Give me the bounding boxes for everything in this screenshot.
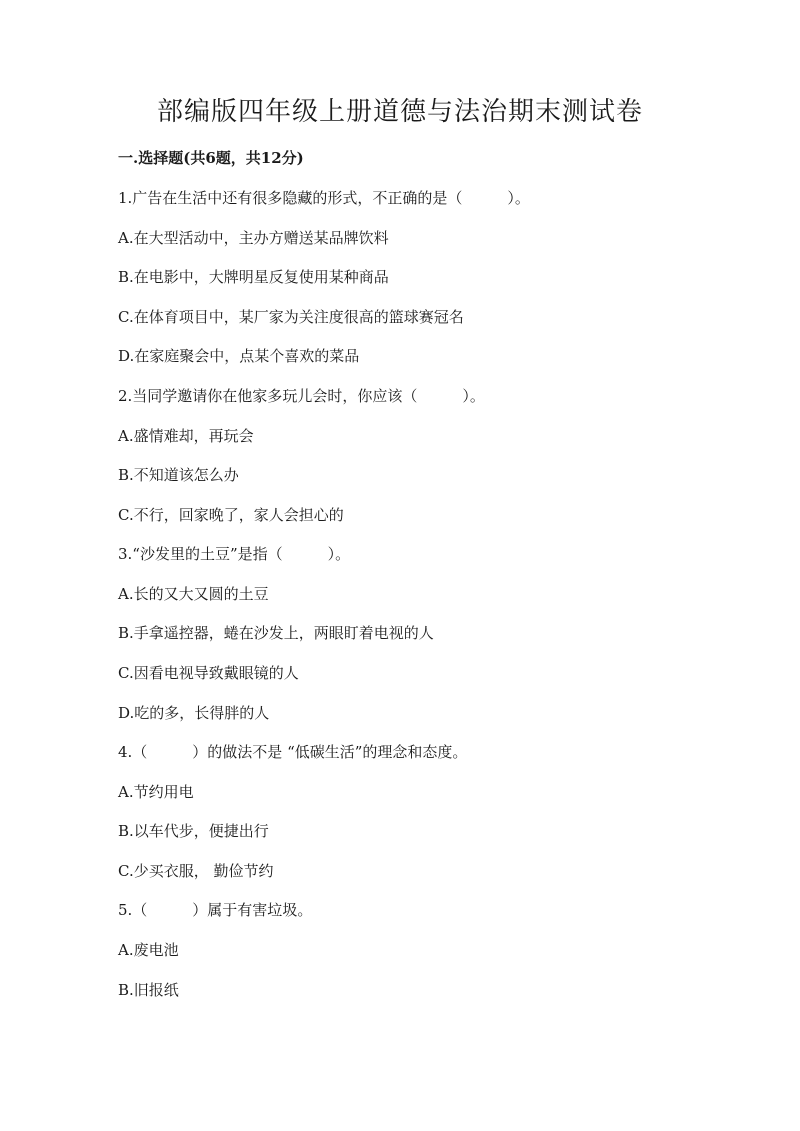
question-2-option-b: B.不知道该怎么办 bbox=[118, 466, 239, 484]
question-1-option-d: D.在家庭聚会中，点某个喜欢的菜品 bbox=[118, 347, 360, 365]
question-4-option-b: B.以车代步，便捷出行 bbox=[118, 822, 269, 840]
question-1-stem: 1.广告在生活中还有很多隐藏的形式，不正确的是（ ）。 bbox=[118, 189, 530, 207]
question-3-stem: 3.“沙发里的土豆”是指（ ）。 bbox=[118, 545, 351, 563]
section-header: 一.选择题(共6题，共12分) bbox=[118, 149, 304, 167]
question-1-option-c: C.在体育项目中，某厂家为关注度很高的篮球赛冠名 bbox=[118, 308, 464, 326]
question-4-option-a: A.节约用电 bbox=[118, 783, 194, 801]
question-3-option-b: B.手拿遥控器，蜷在沙发上，两眼盯着电视的人 bbox=[118, 624, 434, 642]
question-4-stem: 4.（ ）的做法不是 “低碳生活”的理念和态度。 bbox=[118, 743, 468, 761]
question-4-option-c: C.少买衣服， 勤俭节约 bbox=[118, 862, 274, 880]
question-2-option-c: C.不行，回家晚了，家人会担心的 bbox=[118, 506, 344, 524]
question-2-option-a: A.盛情难却，再玩会 bbox=[118, 427, 254, 445]
question-1-option-b: B.在电影中，大牌明星反复使用某种商品 bbox=[118, 268, 389, 286]
question-3-option-a: A.长的又大又圆的土豆 bbox=[118, 585, 269, 603]
question-3-option-c: C.因看电视导致戴眼镜的人 bbox=[118, 664, 299, 682]
question-1-option-a: A.在大型活动中，主办方赠送某品牌饮料 bbox=[118, 229, 389, 247]
question-3-option-d: D.吃的多，长得胖的人 bbox=[118, 704, 270, 722]
question-5-stem: 5.（ ）属于有害垃圾。 bbox=[118, 901, 313, 919]
page-title: 部编版四年级上册道德与法治期末测试卷 bbox=[156, 97, 643, 127]
question-5-option-a: A.废电池 bbox=[118, 941, 179, 959]
question-5-option-b: B.旧报纸 bbox=[118, 981, 179, 999]
question-2-stem: 2.当同学邀请你在他家多玩儿会时，你应该（ ）。 bbox=[118, 387, 485, 405]
